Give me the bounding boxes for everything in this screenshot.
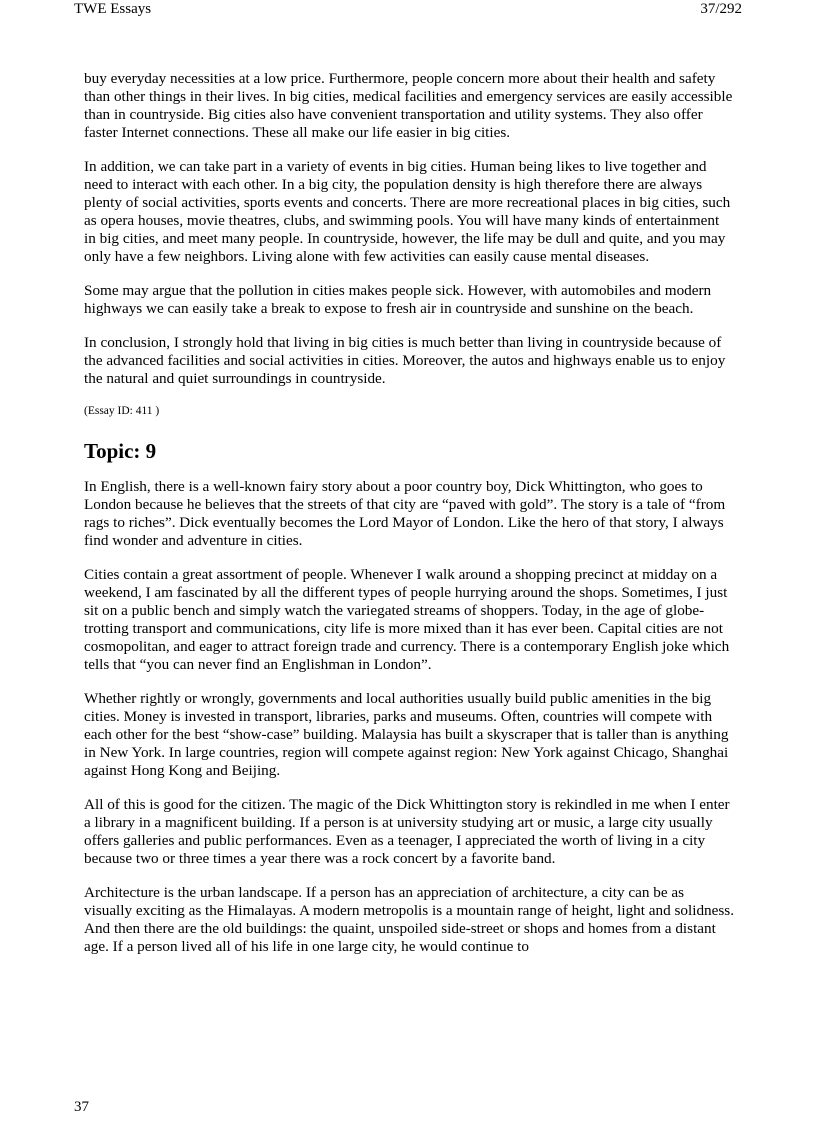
paragraph: Whether rightly or wrongly, governments and local authorities usually build public amenities in the big cities. Money is invested in transport, libraries, parks and museums. Often, countries will compete with each other for the best “show-case” building. Malaysia has built a skyscraper that is taller than is anything in New York. In large countries, region will compete against region: New York against Chicago, Shanghai against Hong Kong and Beijing. bbox=[84, 690, 729, 779]
page-number: 37 bbox=[74, 1099, 89, 1115]
paragraph: In English, there is a well-known fairy story about a poor country boy, Dick Whittington, who goes to London because he believes that the streets of that city are “paved with gold”. The story is a tale of “from rags to riches”. Dick eventually becomes the Lord Mayor of London. Like the hero of that story, I always find wonder and adventure in cities. bbox=[84, 478, 726, 549]
document-title: TWE Essays bbox=[74, 1, 152, 17]
paragraph: All of this is good for the citizen. The magic of the Dick Whittington story is rekindled in me when I enter a library in a magnificent building. If a person is at university studying art or music, a large city usually offers galleries and public performances. Even as a teenager, I appreciated the worth of living in a city because two or three times a year there was a rock concert by a favorite band. bbox=[84, 796, 730, 867]
paragraph: Some may argue that the pollution in cities makes people sick. However, with automobiles and modern highways we can easily take a break to expose to fresh air in countryside and sunshine on the beach. bbox=[84, 282, 712, 317]
paragraph: In addition, we can take part in a variety of events in big cities. Human being likes to live together and need to interact with each other. In a big city, the population density is high therefore there are always plenty of social activities, sports events and concerts. There are more recreational places in big cities, such as opera houses, movie theatres, clubs, and swimming pools. You will have many kinds of entertainment in big cities, and meet many people. In countryside, however, the life may be dull and quite, and you may only have a few neighbors. Living alone with few activities can easily cause mental diseases. bbox=[84, 158, 731, 265]
paragraph: Cities contain a great assortment of people. Whenever I walk around a shopping precinct at midday on a weekend, I am fascinated by all the different types of people hurrying around the shops. Sometimes, I just sit on a public bench and simply watch the variegated streams of shoppers. Today, in the age of globe-trotting transport and communications, city life is more mixed than it has ever been. Capital cities are not cosmopolitan, and eager to attract foreign trade and currency. There is a contemporary English joke which tells that “you can never find an Englishman in London”. bbox=[84, 566, 730, 673]
page-content bbox=[84, 70, 734, 972]
paragraph: Architecture is the urban landscape. If a person has an appreciation of architecture, a city can be as visually exciting as the Himalayas. A modern metropolis is a mountain range of height, light and solidness. And then there are the old buildings: the quaint, unspoiled side-street or shops and homes from a distant age. If a person lived all of his life in one large city, he would continue to bbox=[84, 884, 734, 955]
paragraph: buy everyday necessities at a low price. Furthermore, people concern more about their health and safety than other things in their lives. In big cities, medical facilities and emergency services are easily accessible than in countryside. Big cities also have convenient transportation and utility systems. They also offer faster Internet connections. These all make our life easier in big cities. bbox=[84, 70, 733, 141]
essay-id: (Essay ID: 411 ) bbox=[84, 405, 160, 417]
paragraph: In conclusion, I strongly hold that living in big cities is much better than living in countryside because of the advanced facilities and social activities in cities. Moreover, the autos and highways enable us to enjoy the natural and quiet surroundings in countryside. bbox=[84, 334, 726, 387]
running-header bbox=[74, 0, 742, 22]
page-indicator: 37/292 bbox=[700, 1, 742, 17]
topic-heading: Topic: 9 bbox=[84, 439, 157, 463]
